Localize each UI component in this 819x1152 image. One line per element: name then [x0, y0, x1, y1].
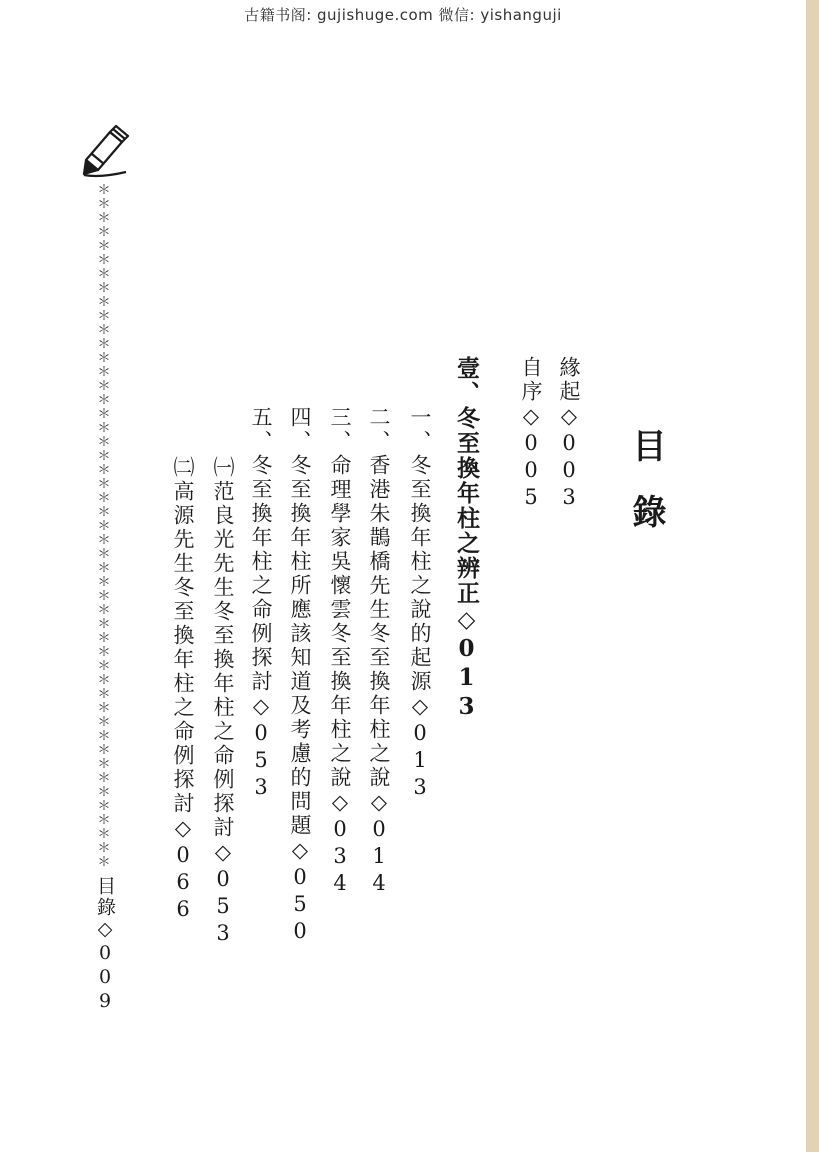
star-border: ＊＊＊＊＊＊＊＊＊＊＊＊＊＊＊＊＊＊＊＊＊＊＊＊＊＊＊＊＊＊＊＊＊＊＊＊＊＊＊＊＊＊＊＊＊＊＊＊＊: [97, 184, 111, 870]
page-edge: [806, 0, 819, 1152]
toc-section-4: 四、冬至換年柱所應該知道及考慮的問題◇050: [288, 406, 312, 946]
toc-entry-yuanqi: 緣起◇003: [557, 356, 581, 512]
toc-title: 目錄: [626, 428, 666, 560]
toc-section-2: 二、香港朱鵲橋先生冬至換年柱之說◇014: [367, 406, 391, 898]
toc-chapter-1: 壹、冬至換年柱之辨正◇013: [453, 356, 480, 722]
toc-entry-zixu: 自序◇005: [519, 356, 543, 512]
toc-subsection-1: ㈠范良光先生冬至換年柱之命例探討◇053: [211, 456, 235, 948]
toc-subsection-2: ㈡高源先生冬至換年柱之命例探討◇066: [171, 456, 195, 924]
toc-section-5: 五、冬至換年柱之命例探討◇053: [249, 406, 273, 802]
pencil-icon: [80, 120, 134, 184]
toc-section-3: 三、命理學家吳懷雲冬至換年柱之說◇034: [328, 406, 352, 898]
running-header: 目錄◇009: [94, 876, 116, 1014]
toc-section-1: 一、冬至換年柱之說的起源◇013: [408, 406, 432, 802]
watermark: 古籍书阁: gujishuge.com 微信: yishanguji: [244, 6, 562, 24]
